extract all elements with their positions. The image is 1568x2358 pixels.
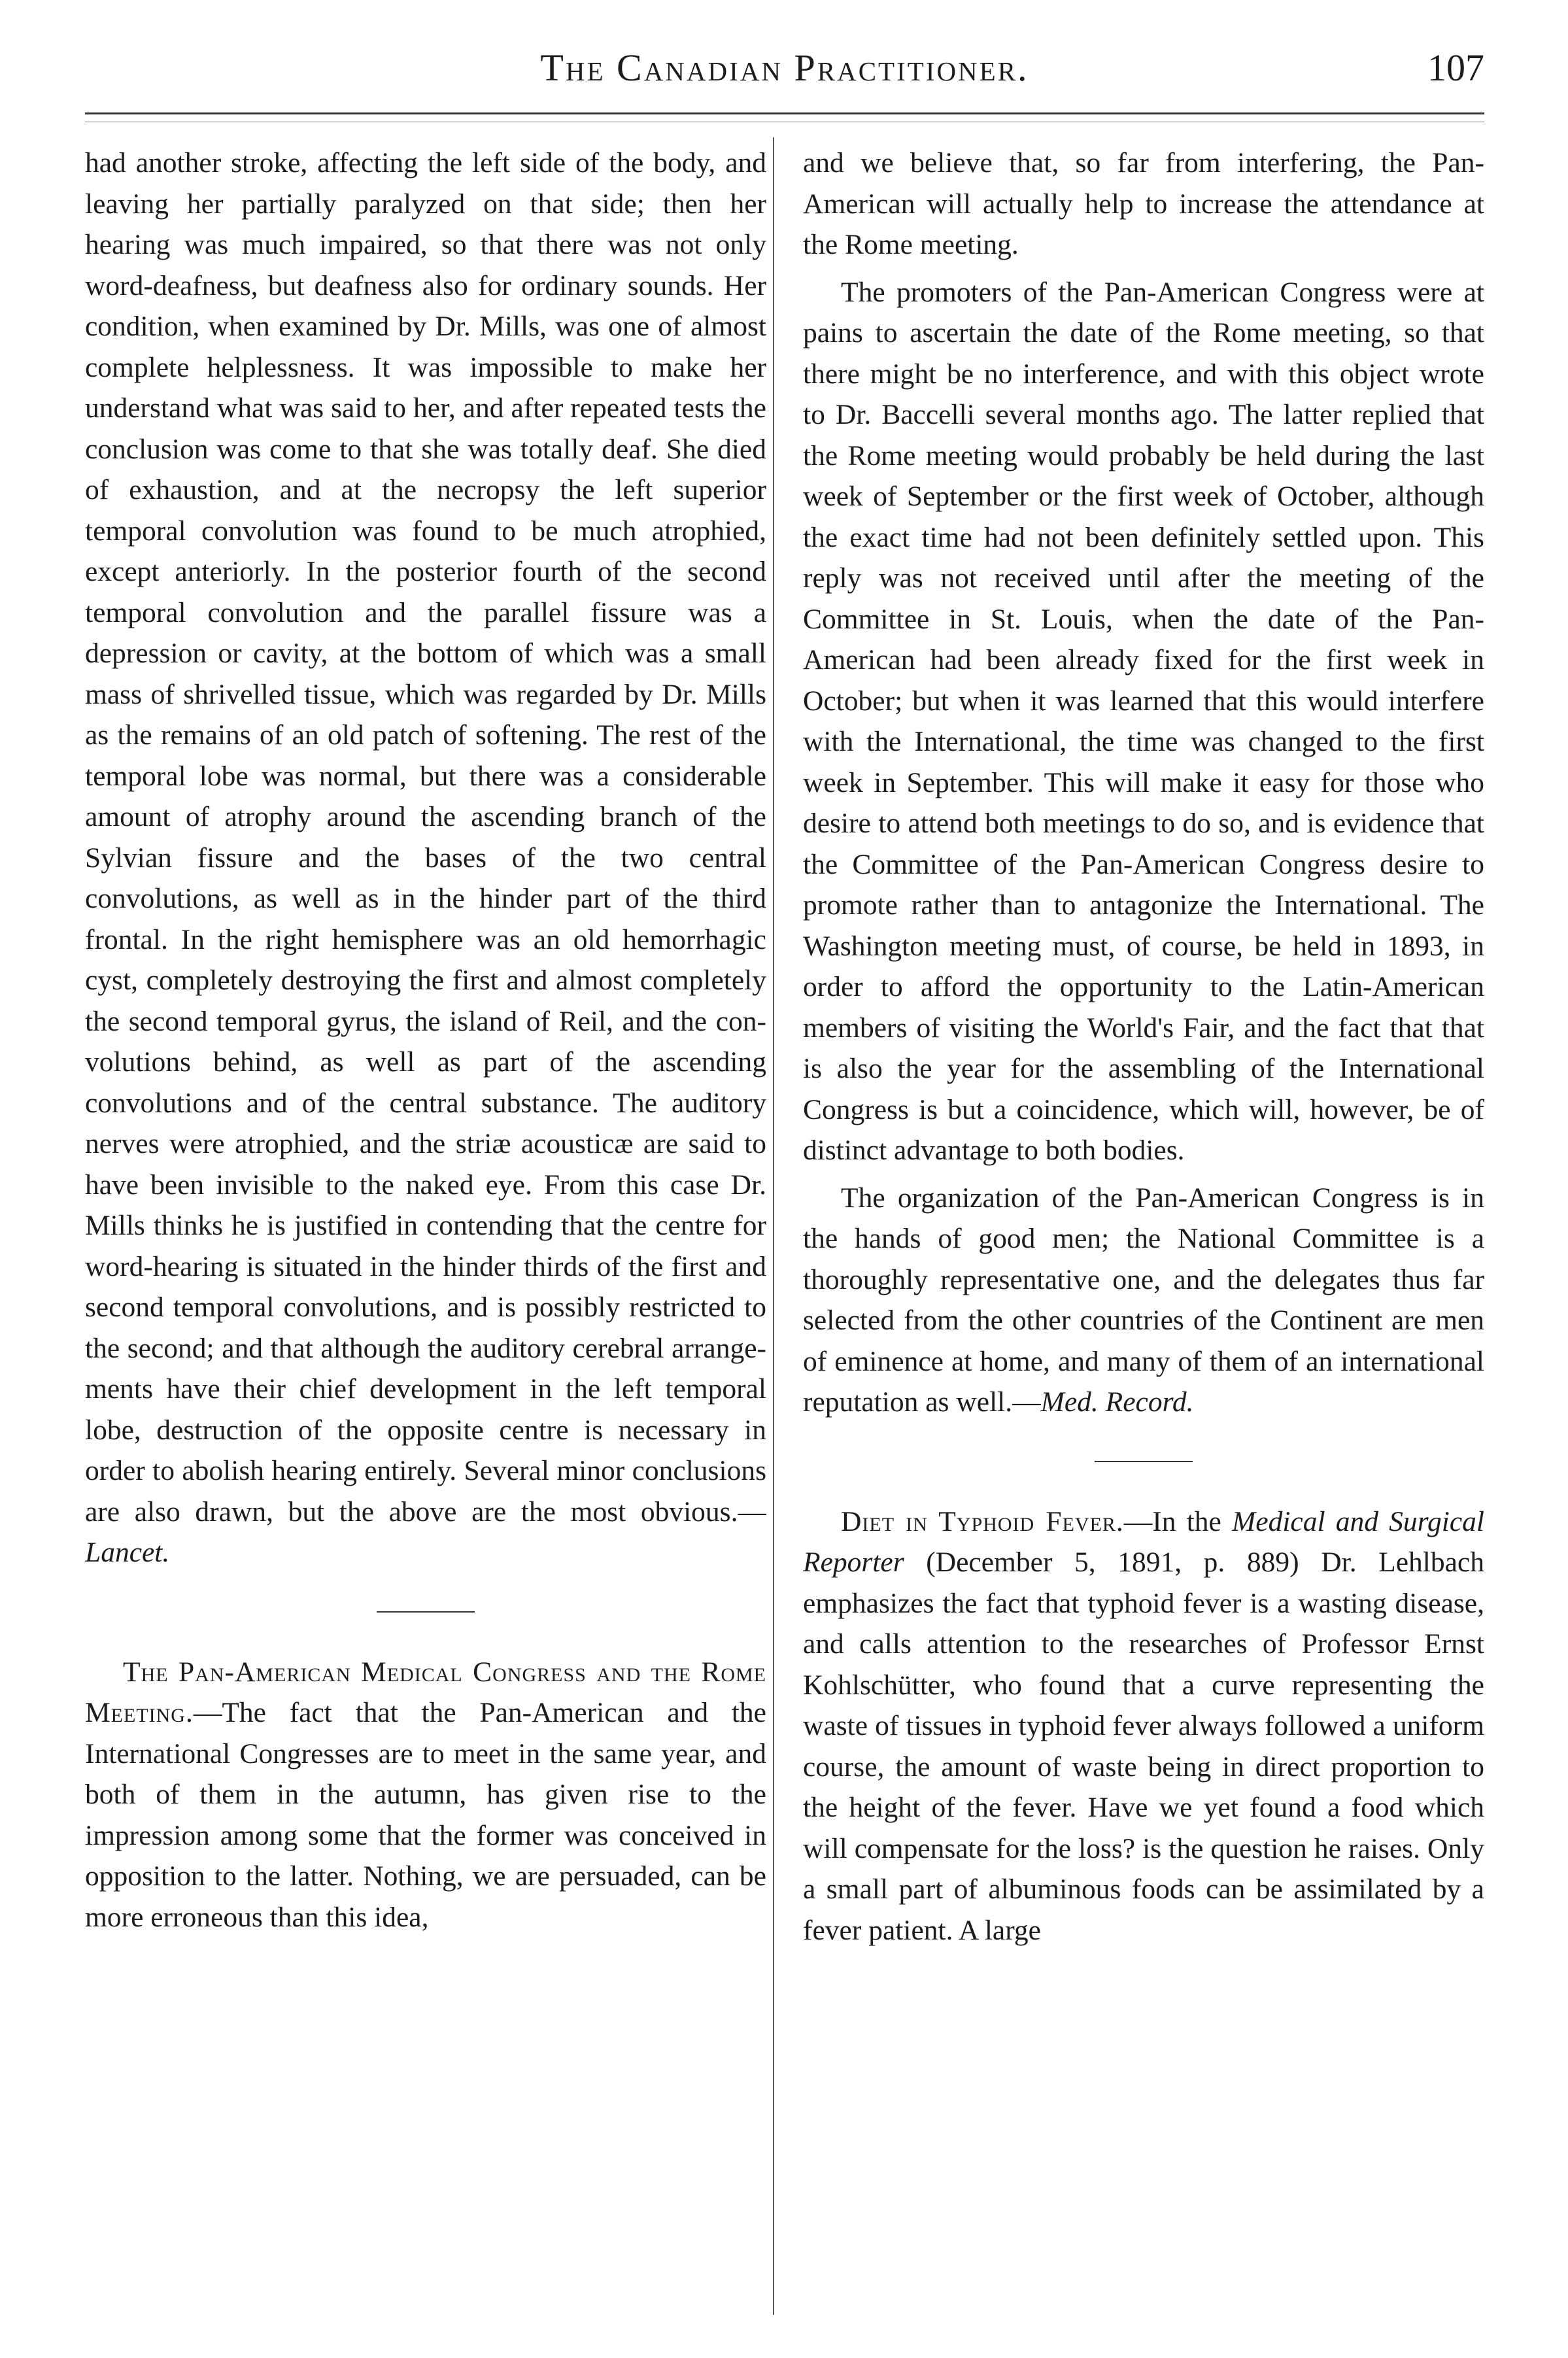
source-citation: Lancet. xyxy=(85,1537,170,1568)
article-paragraph xyxy=(85,143,766,1573)
article-paragraph xyxy=(85,1652,766,1938)
article-paragraph: The promoters of the Pan-American Congress were at pains to ascertain the date of the Rome meeting, so that there might be no interference, and with this object wrote to Dr. Baccelli several months ago. The latter replied that the Rome meeting would probably be held during the last week of September or the first week of October, although the exact time had not been definitely settled upon. This reply was not received until after the meeting of the Committee in St. Louis, when the date of the Pan-American had been already fixed for the first week in October; but when it was learned that this would interfere with the International, the time was changed to the first week in September. This will make it easy for those who desire to attend both meetings to do so, and is evidence that the Committee of the Pan-American Congress desire to promote rather than to antagonize the International. The Washington meeting must, of course, be held in 1893, in order to afford the opportunity to the Latin-American members of visiting the World's Fair, and the fact that that is also the year for the assembling of the International Congress is but a coincidence, which will, however, be of distinct advantage to both bodies. xyxy=(803,276,1484,1166)
journal-title: The Canadian Practitioner. xyxy=(540,46,1029,89)
journal-name: Medical and Surgical Reporter xyxy=(803,1505,1484,1578)
article-paragraph xyxy=(803,1501,1484,1951)
paragraph-text: —In the xyxy=(1123,1505,1233,1537)
section-divider xyxy=(1095,1461,1193,1462)
paragraph-text: —The fact that the Pan-American and the International Congresses are to meet in the same year, and both of them in the autumn, has given rise to the impression among some that the former was conceived in opposition to the latter. Nothing, we are persuaded, can be more erroneous than this idea, xyxy=(85,1697,766,1933)
column-divider xyxy=(773,137,774,2315)
article-heading: The Pan-American Medical Congress and the Rome Meeting. xyxy=(85,1656,766,1728)
page-number: 107 xyxy=(1427,46,1484,89)
running-head xyxy=(85,46,1484,98)
article-heading: Diet in Typhoid Fever. xyxy=(841,1505,1124,1537)
right-column xyxy=(803,143,1484,2320)
paragraph-text: had another stroke, affecting the left side of the body, and leaving her partially paralyzed on that side; then her hearing was much impaired, so that there was not only word-deafness, but deafness also for ordinary sounds. Her condition, when examined by Dr. Mills, was one of almost complete helplessness. It was impossible to make her understand what was said to her, and after repeated tests the conclusion was come to that she was totally deaf. She died of exhaustion, and at the necropsy the left superior temporal convolution was found to be much atrophied, except anteriorly. In the posterior fourth of the second temporal convolution and the parallel fissure was a depression or cavity, at the bottom of which was a small mass of shrivelled tissue, which was regarded by Dr. Mills as the remains of an old patch of softening. The rest of the temporal lobe was normal, but there was a considerable amount of atrophy around the ascending branch of the Sylvian fissure and the bases of the two central convolutions, as well as in the hinder part of the third frontal. In the right hemisphere was an old hemorrhagic cyst, completely destroying the first and almost completely the second temporal gyrus, the island of Reil, and the convolutions behind, as well as part of the ascending convolutions and of the central substance. The auditory nerves were atrophied, and the striæ acousticæ are said to have been invisible to the naked eye. From this case Dr. Mills thinks he is justified in contending that the centre for word-hearing is situated in the hinder thirds of the first and second temporal convolutions, and is possibly restricted to the second; and that although the auditory cerebral arrangements have their chief development in the left temporal lobe, destruction of the opposite centre is necessary in order to abolish hearing entirely. Several minor conclusions are also drawn, but the above are the most obvious.— xyxy=(85,147,766,1528)
paragraph-text: The organization of the Pan-American Congress is in the hands of good men; the National Committee is a thoroughly representative one, and the delegates thus far selected from the other countries of the Continent are men of eminence at home, and many of them of an international reputation as well.— xyxy=(803,1182,1484,1418)
section-divider xyxy=(377,1611,475,1613)
header-rule xyxy=(85,112,1484,114)
article-paragraph: and we believe that, so far from interfering, the Pan-American will actually help to increase the attendance at the Rome meeting. xyxy=(803,147,1484,260)
left-column xyxy=(85,143,766,2320)
source-citation: Med. Record. xyxy=(1040,1386,1194,1418)
paragraph-text: (December 5, 1891, p. 889) Dr. Lehlbach emphasizes the fact that typhoid fever is a wasting disease, and calls attention to the researches of Professor Ernst Kohlschütter, who found that a curve representing the waste of tissues in typhoid fever always followed a uniform course, the amount of waste being in direct proportion to the height of the fever. Have we yet found a food which will compensate for the loss? is the question he raises. Only a small part of albuminous foods can be assimilated by a fever patient. A large xyxy=(803,1546,1484,1946)
article-paragraph xyxy=(803,1178,1484,1423)
